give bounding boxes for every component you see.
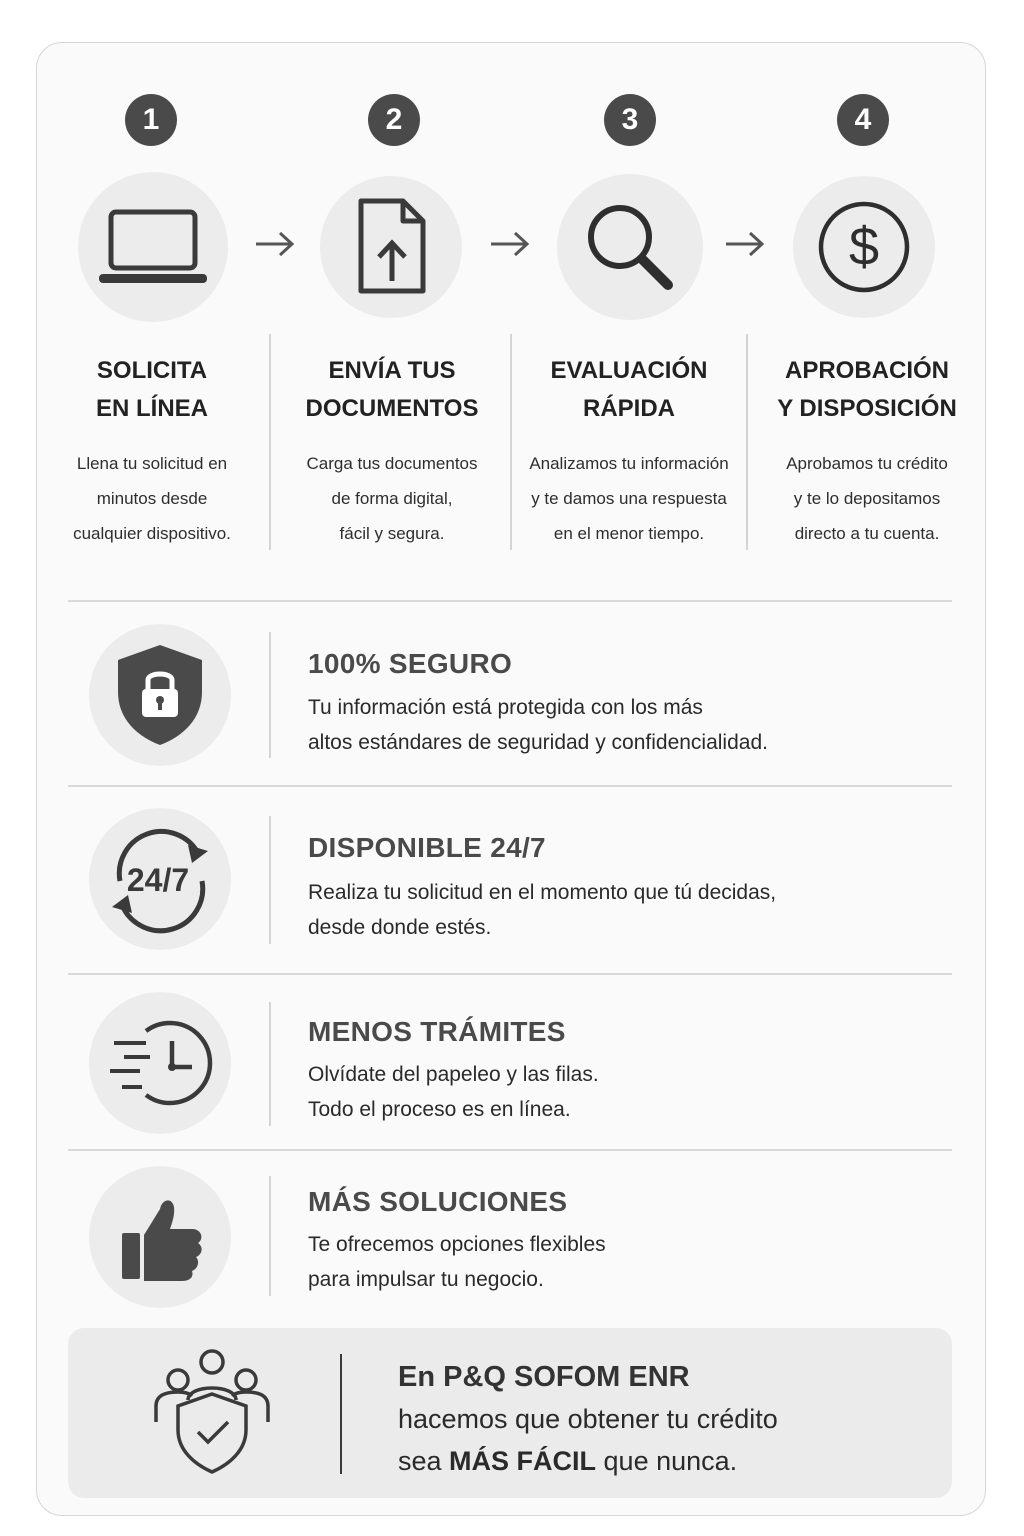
step-number-badge: 1 — [125, 94, 177, 146]
feature-divider — [269, 816, 271, 944]
footer-message: En P&Q SOFOM ENR hacemos que obtener tu crédito sea MÁS FÁCIL que nunca. — [398, 1356, 778, 1482]
step-description: Llena tu solicitud en minutos desde cualquier dispositivo. — [73, 454, 231, 543]
feature-description: Tu información está protegida con los más altos estándares de seguridad y confidencialidad. — [308, 696, 768, 754]
svg-text:24/7: 24/7 — [126, 862, 190, 898]
step-title: APROBACIÓN Y DISPOSICIÓN — [777, 357, 957, 422]
feature-divider — [269, 1002, 271, 1126]
feature-title: MENOS TRÁMITES — [308, 1016, 566, 1047]
laptop-icon — [78, 172, 228, 322]
step-description: Carga tus documentos de forma digital, fácil y segura. — [306, 454, 478, 543]
step-4 — [749, 0, 985, 560]
step-number-badge: 2 — [368, 94, 420, 146]
feature-title: DISPONIBLE 24/7 — [308, 832, 546, 863]
step-title: SOLICITA EN LÍNEA — [95, 357, 208, 422]
step-description: Analizamos tu información y te damos una respuesta en el menor tiempo. — [529, 454, 729, 543]
brand-name: En P&Q SOFOM ENR — [398, 1361, 690, 1393]
feature-divider — [269, 632, 271, 758]
emphasis-text: MÁS FÁCIL — [449, 1446, 597, 1476]
step-description: Aprobamos tu crédito y te lo depositamos directo a tu cuenta. — [786, 454, 948, 543]
dollar-coin-icon — [793, 176, 935, 318]
section-divider — [68, 1149, 952, 1151]
magnifier-icon — [557, 174, 703, 320]
feature-title: 100% SEGURO — [308, 648, 513, 679]
step-number-badge: 4 — [837, 94, 889, 146]
section-divider — [68, 785, 952, 787]
step-3 — [511, 0, 747, 560]
feature-description: Realiza tu solicitud en el momento que tú decidas, desde donde estés. — [308, 881, 777, 939]
feature-title: MÁS SOLUCIONES — [308, 1186, 568, 1217]
step-title: EVALUACIÓN RÁPIDA — [550, 357, 708, 422]
step-1 — [34, 0, 270, 560]
footer-banner — [68, 1328, 952, 1498]
footer-divider — [340, 1354, 342, 1474]
fast-clock-icon — [89, 992, 231, 1134]
shield-lock-icon — [89, 624, 231, 766]
section-divider — [68, 973, 952, 975]
feature-description: Te ofrecemos opciones flexibles para impulsar tu negocio. — [308, 1233, 606, 1291]
step-title: ENVÍA TUS DOCUMENTOS — [305, 357, 479, 422]
section-divider — [68, 600, 952, 602]
thumbs-up-icon — [89, 1166, 231, 1308]
column-divider — [746, 334, 748, 550]
svg-text:$: $ — [848, 217, 880, 277]
feature-description: Olvídate del papeleo y las filas. Todo el proceso es en línea. — [308, 1063, 599, 1121]
clock-24-7-icon — [89, 808, 231, 950]
feature-divider — [269, 1176, 271, 1296]
step-number-badge: 3 — [604, 94, 656, 146]
document-upload-icon — [320, 176, 462, 318]
step-2 — [274, 0, 510, 560]
people-shield-icon — [150, 1348, 274, 1476]
column-divider — [269, 334, 271, 550]
